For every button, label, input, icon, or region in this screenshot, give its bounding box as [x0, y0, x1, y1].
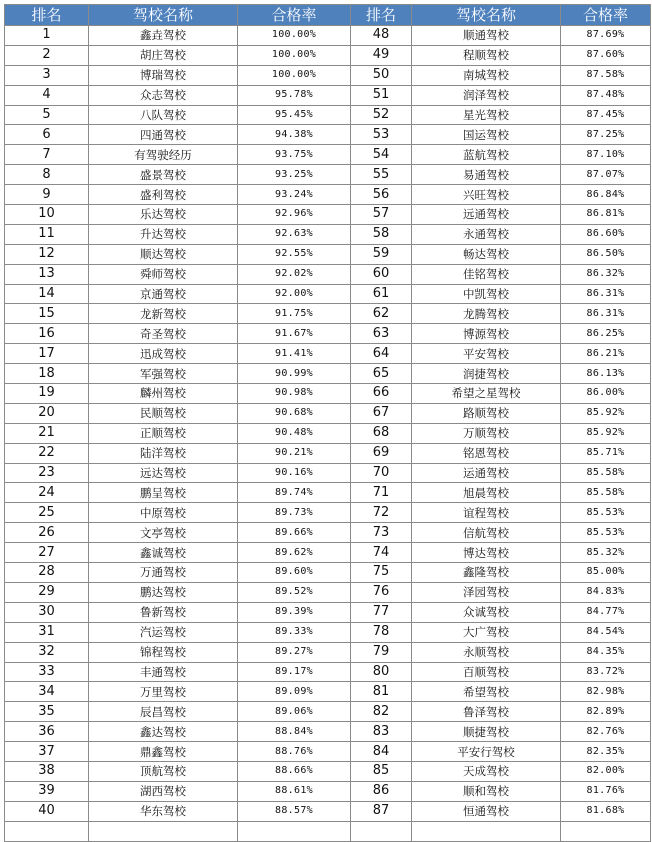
right-rate-cell: 84.54%	[561, 622, 651, 642]
cutoff-cell	[89, 821, 238, 841]
left-rank-cell: 21	[5, 423, 89, 443]
left-rate-cell: 92.55%	[238, 244, 351, 264]
left-school-cell: 奇圣驾校	[89, 324, 238, 344]
left-rank-cell: 14	[5, 284, 89, 304]
right-school-cell: 永顺驾校	[412, 642, 561, 662]
table-row	[5, 503, 651, 523]
left-rank-cell: 36	[5, 722, 89, 742]
right-rank-cell: 51	[351, 85, 412, 105]
left-rank-cell: 40	[5, 801, 89, 821]
left-rate-cell: 89.33%	[238, 622, 351, 642]
table-row-cutoff	[5, 821, 651, 841]
right-rank-cell: 53	[351, 125, 412, 145]
left-rank-cell: 5	[5, 105, 89, 125]
right-rank-cell: 77	[351, 602, 412, 622]
right-rank-cell: 58	[351, 224, 412, 244]
right-rank-cell: 62	[351, 304, 412, 324]
left-rank-cell: 10	[5, 205, 89, 225]
right-rank-cell: 67	[351, 403, 412, 423]
right-rate-cell: 87.45%	[561, 105, 651, 125]
left-school-cell: 鑫达驾校	[89, 722, 238, 742]
left-rate-cell: 94.38%	[238, 125, 351, 145]
table-row	[5, 205, 651, 225]
right-rank-cell: 63	[351, 324, 412, 344]
right-rank-cell: 82	[351, 702, 412, 722]
left-rank-cell: 35	[5, 702, 89, 722]
table-row	[5, 304, 651, 324]
table-row	[5, 582, 651, 602]
table-row	[5, 165, 651, 185]
left-rate-cell: 100.00%	[238, 26, 351, 46]
right-rate-cell: 87.58%	[561, 65, 651, 85]
left-rate-cell: 90.16%	[238, 463, 351, 483]
right-school-cell: 恒通驾校	[412, 801, 561, 821]
left-school-cell: 众志驾校	[89, 85, 238, 105]
table-row	[5, 185, 651, 205]
right-school-cell: 大广驾校	[412, 622, 561, 642]
right-rank-cell: 84	[351, 742, 412, 762]
right-rate-cell: 86.21%	[561, 344, 651, 364]
right-school-cell: 旭晨驾校	[412, 483, 561, 503]
right-rank-cell: 60	[351, 264, 412, 284]
left-rank-cell: 25	[5, 503, 89, 523]
right-school-cell: 平安驾校	[412, 344, 561, 364]
left-rate-cell: 89.27%	[238, 642, 351, 662]
right-school-cell: 南城驾校	[412, 65, 561, 85]
right-rank-cell: 83	[351, 722, 412, 742]
left-rank-cell: 20	[5, 403, 89, 423]
left-rate-cell: 90.68%	[238, 403, 351, 423]
cutoff-cell	[5, 821, 89, 841]
left-rate-cell: 92.96%	[238, 205, 351, 225]
left-school-cell: 京通驾校	[89, 284, 238, 304]
right-rank-cell: 81	[351, 682, 412, 702]
table-row	[5, 682, 651, 702]
left-rank-cell: 17	[5, 344, 89, 364]
header-rank-left: 排名	[5, 5, 89, 26]
right-school-cell: 顺和驾校	[412, 781, 561, 801]
right-school-cell: 希望驾校	[412, 682, 561, 702]
header-school-left: 驾校名称	[89, 5, 238, 26]
right-school-cell: 天成驾校	[412, 761, 561, 781]
left-rate-cell: 93.24%	[238, 185, 351, 205]
right-rank-cell: 73	[351, 523, 412, 543]
left-rank-cell: 31	[5, 622, 89, 642]
table-row	[5, 344, 651, 364]
left-rank-cell: 11	[5, 224, 89, 244]
left-rate-cell: 95.78%	[238, 85, 351, 105]
right-rate-cell: 84.77%	[561, 602, 651, 622]
left-school-cell: 鑫诚驾校	[89, 543, 238, 563]
right-rank-cell: 79	[351, 642, 412, 662]
right-rate-cell: 85.53%	[561, 503, 651, 523]
left-rate-cell: 90.98%	[238, 384, 351, 404]
header-school-right: 驾校名称	[412, 5, 561, 26]
right-rate-cell: 86.60%	[561, 224, 651, 244]
left-rate-cell: 92.00%	[238, 284, 351, 304]
left-rate-cell: 95.45%	[238, 105, 351, 125]
table-row	[5, 543, 651, 563]
left-rank-cell: 34	[5, 682, 89, 702]
left-school-cell: 龙新驾校	[89, 304, 238, 324]
left-rank-cell: 33	[5, 662, 89, 682]
table-row	[5, 781, 651, 801]
right-rate-cell: 84.83%	[561, 582, 651, 602]
left-school-cell: 军强驾校	[89, 364, 238, 384]
right-school-cell: 国运驾校	[412, 125, 561, 145]
right-school-cell: 谊程驾校	[412, 503, 561, 523]
left-rank-cell: 12	[5, 244, 89, 264]
left-school-cell: 辰昌驾校	[89, 702, 238, 722]
right-rank-cell: 48	[351, 26, 412, 46]
table-body	[5, 26, 651, 842]
right-rank-cell: 86	[351, 781, 412, 801]
right-school-cell: 希望之星驾校	[412, 384, 561, 404]
left-rate-cell: 89.73%	[238, 503, 351, 523]
left-school-cell: 远达驾校	[89, 463, 238, 483]
right-school-cell: 平安行驾校	[412, 742, 561, 762]
right-school-cell: 路顺驾校	[412, 403, 561, 423]
right-rate-cell: 85.92%	[561, 423, 651, 443]
right-rate-cell: 87.60%	[561, 45, 651, 65]
right-rate-cell: 85.58%	[561, 483, 651, 503]
left-school-cell: 盛景驾校	[89, 165, 238, 185]
right-school-cell: 星光驾校	[412, 105, 561, 125]
left-rank-cell: 23	[5, 463, 89, 483]
left-rank-cell: 7	[5, 145, 89, 165]
right-rate-cell: 86.81%	[561, 205, 651, 225]
right-school-cell: 顺捷驾校	[412, 722, 561, 742]
header-rate-right: 合格率	[561, 5, 651, 26]
right-rate-cell: 85.00%	[561, 563, 651, 583]
right-rank-cell: 56	[351, 185, 412, 205]
table-row	[5, 384, 651, 404]
left-rate-cell: 92.02%	[238, 264, 351, 284]
left-rate-cell: 89.60%	[238, 563, 351, 583]
right-school-cell: 兴旺驾校	[412, 185, 561, 205]
right-rank-cell: 78	[351, 622, 412, 642]
left-rank-cell: 30	[5, 602, 89, 622]
table-row	[5, 85, 651, 105]
table-row	[5, 324, 651, 344]
table-row	[5, 423, 651, 443]
right-rate-cell: 86.50%	[561, 244, 651, 264]
right-rate-cell: 86.00%	[561, 384, 651, 404]
left-school-cell: 鲁新驾校	[89, 602, 238, 622]
left-school-cell: 鼎鑫驾校	[89, 742, 238, 762]
left-rank-cell: 29	[5, 582, 89, 602]
cutoff-cell	[412, 821, 561, 841]
right-school-cell: 鲁泽驾校	[412, 702, 561, 722]
left-school-cell: 中原驾校	[89, 503, 238, 523]
left-school-cell: 湖西驾校	[89, 781, 238, 801]
right-school-cell: 鑫隆驾校	[412, 563, 561, 583]
right-rank-cell: 87	[351, 801, 412, 821]
left-rate-cell: 89.66%	[238, 523, 351, 543]
left-school-cell: 四通驾校	[89, 125, 238, 145]
right-school-cell: 远通驾校	[412, 205, 561, 225]
left-school-cell: 正顺驾校	[89, 423, 238, 443]
table-row	[5, 403, 651, 423]
header-rank-right: 排名	[351, 5, 412, 26]
right-rank-cell: 80	[351, 662, 412, 682]
left-school-cell: 民顺驾校	[89, 403, 238, 423]
cutoff-cell	[351, 821, 412, 841]
left-school-cell: 丰通驾校	[89, 662, 238, 682]
left-rate-cell: 90.99%	[238, 364, 351, 384]
left-rank-cell: 6	[5, 125, 89, 145]
right-rank-cell: 72	[351, 503, 412, 523]
right-rank-cell: 85	[351, 761, 412, 781]
right-rank-cell: 64	[351, 344, 412, 364]
left-school-cell: 麟州驾校	[89, 384, 238, 404]
right-school-cell: 中凯驾校	[412, 284, 561, 304]
table-row	[5, 761, 651, 781]
left-rate-cell: 91.67%	[238, 324, 351, 344]
right-school-cell: 博达驾校	[412, 543, 561, 563]
right-school-cell: 畅达驾校	[412, 244, 561, 264]
left-rank-cell: 38	[5, 761, 89, 781]
table-row	[5, 264, 651, 284]
right-rate-cell: 85.92%	[561, 403, 651, 423]
table-row	[5, 602, 651, 622]
left-school-cell: 华东驾校	[89, 801, 238, 821]
right-rank-cell: 69	[351, 443, 412, 463]
table-row	[5, 145, 651, 165]
left-rank-cell: 8	[5, 165, 89, 185]
header-row	[5, 5, 651, 26]
left-school-cell: 顺达驾校	[89, 244, 238, 264]
left-rank-cell: 24	[5, 483, 89, 503]
table-row	[5, 45, 651, 65]
right-rate-cell: 86.32%	[561, 264, 651, 284]
left-school-cell: 迅成驾校	[89, 344, 238, 364]
left-rate-cell: 93.25%	[238, 165, 351, 185]
left-rate-cell: 89.52%	[238, 582, 351, 602]
header-rate-left: 合格率	[238, 5, 351, 26]
table-row	[5, 483, 651, 503]
left-rate-cell: 91.41%	[238, 344, 351, 364]
left-rank-cell: 9	[5, 185, 89, 205]
right-rate-cell: 82.89%	[561, 702, 651, 722]
left-rank-cell: 4	[5, 85, 89, 105]
right-rate-cell: 87.10%	[561, 145, 651, 165]
left-school-cell: 万里驾校	[89, 682, 238, 702]
left-school-cell: 盛利驾校	[89, 185, 238, 205]
right-school-cell: 泽园驾校	[412, 582, 561, 602]
left-school-cell: 升达驾校	[89, 224, 238, 244]
right-school-cell: 万顺驾校	[412, 423, 561, 443]
left-rank-cell: 26	[5, 523, 89, 543]
right-rate-cell: 85.53%	[561, 523, 651, 543]
table-row	[5, 662, 651, 682]
table-row	[5, 364, 651, 384]
right-rank-cell: 54	[351, 145, 412, 165]
left-school-cell: 顶航驾校	[89, 761, 238, 781]
right-school-cell: 百顺驾校	[412, 662, 561, 682]
right-rate-cell: 86.31%	[561, 304, 651, 324]
left-rate-cell: 89.39%	[238, 602, 351, 622]
right-school-cell: 程顺驾校	[412, 45, 561, 65]
table-row	[5, 742, 651, 762]
left-rank-cell: 37	[5, 742, 89, 762]
left-rate-cell: 88.84%	[238, 722, 351, 742]
left-rate-cell: 89.06%	[238, 702, 351, 722]
right-rate-cell: 81.68%	[561, 801, 651, 821]
right-rate-cell: 86.84%	[561, 185, 651, 205]
right-rank-cell: 74	[351, 543, 412, 563]
right-rate-cell: 85.71%	[561, 443, 651, 463]
right-school-cell: 铭恩驾校	[412, 443, 561, 463]
left-rate-cell: 92.63%	[238, 224, 351, 244]
left-rate-cell: 89.62%	[238, 543, 351, 563]
left-rank-cell: 28	[5, 563, 89, 583]
right-rank-cell: 75	[351, 563, 412, 583]
right-rate-cell: 86.31%	[561, 284, 651, 304]
table-row	[5, 443, 651, 463]
right-rank-cell: 57	[351, 205, 412, 225]
left-rate-cell: 89.17%	[238, 662, 351, 682]
table-row	[5, 523, 651, 543]
left-rank-cell: 32	[5, 642, 89, 662]
left-school-cell: 文亭驾校	[89, 523, 238, 543]
right-school-cell: 博源驾校	[412, 324, 561, 344]
right-rank-cell: 68	[351, 423, 412, 443]
left-school-cell: 有驾驶经历	[89, 145, 238, 165]
right-rank-cell: 76	[351, 582, 412, 602]
left-rank-cell: 39	[5, 781, 89, 801]
left-school-cell: 锦程驾校	[89, 642, 238, 662]
left-rank-cell: 22	[5, 443, 89, 463]
left-rate-cell: 88.61%	[238, 781, 351, 801]
left-school-cell: 鑫垚驾校	[89, 26, 238, 46]
left-rate-cell: 89.09%	[238, 682, 351, 702]
left-rank-cell: 19	[5, 384, 89, 404]
left-rate-cell: 88.76%	[238, 742, 351, 762]
table-row	[5, 463, 651, 483]
left-rate-cell: 90.21%	[238, 443, 351, 463]
left-rank-cell: 1	[5, 26, 89, 46]
right-rank-cell: 65	[351, 364, 412, 384]
left-rate-cell: 90.48%	[238, 423, 351, 443]
right-rank-cell: 71	[351, 483, 412, 503]
table-row	[5, 702, 651, 722]
right-rank-cell: 61	[351, 284, 412, 304]
right-rate-cell: 82.98%	[561, 682, 651, 702]
table-row	[5, 244, 651, 264]
left-rank-cell: 13	[5, 264, 89, 284]
left-rate-cell: 88.66%	[238, 761, 351, 781]
right-school-cell: 众诚驾校	[412, 602, 561, 622]
right-rate-cell: 82.76%	[561, 722, 651, 742]
left-school-cell: 鹏达驾校	[89, 582, 238, 602]
left-rank-cell: 2	[5, 45, 89, 65]
left-rate-cell: 100.00%	[238, 65, 351, 85]
right-rank-cell: 70	[351, 463, 412, 483]
left-school-cell: 乐达驾校	[89, 205, 238, 225]
right-rate-cell: 85.32%	[561, 543, 651, 563]
right-school-cell: 永通驾校	[412, 224, 561, 244]
left-rate-cell: 100.00%	[238, 45, 351, 65]
left-rate-cell: 91.75%	[238, 304, 351, 324]
left-school-cell: 万通驾校	[89, 563, 238, 583]
cutoff-cell	[561, 821, 651, 841]
table-row	[5, 224, 651, 244]
right-rank-cell: 55	[351, 165, 412, 185]
left-school-cell: 鹏呈驾校	[89, 483, 238, 503]
left-rate-cell: 89.74%	[238, 483, 351, 503]
table-row	[5, 563, 651, 583]
table-row	[5, 65, 651, 85]
table-row	[5, 622, 651, 642]
right-rate-cell: 86.25%	[561, 324, 651, 344]
table-row	[5, 722, 651, 742]
right-rate-cell: 81.76%	[561, 781, 651, 801]
right-rank-cell: 49	[351, 45, 412, 65]
table-row	[5, 105, 651, 125]
right-rank-cell: 52	[351, 105, 412, 125]
right-school-cell: 易通驾校	[412, 165, 561, 185]
left-school-cell: 舜师驾校	[89, 264, 238, 284]
cutoff-cell	[238, 821, 351, 841]
right-rank-cell: 50	[351, 65, 412, 85]
right-rate-cell: 87.25%	[561, 125, 651, 145]
pass-rate-table	[4, 4, 651, 842]
right-school-cell: 顺通驾校	[412, 26, 561, 46]
right-rate-cell: 86.13%	[561, 364, 651, 384]
right-rate-cell: 87.07%	[561, 165, 651, 185]
table-row	[5, 284, 651, 304]
right-rank-cell: 59	[351, 244, 412, 264]
left-rate-cell: 93.75%	[238, 145, 351, 165]
right-school-cell: 信航驾校	[412, 523, 561, 543]
right-rank-cell: 66	[351, 384, 412, 404]
left-school-cell: 陆洋驾校	[89, 443, 238, 463]
left-rank-cell: 3	[5, 65, 89, 85]
right-rate-cell: 82.00%	[561, 761, 651, 781]
right-rate-cell: 87.48%	[561, 85, 651, 105]
right-school-cell: 运通驾校	[412, 463, 561, 483]
right-rate-cell: 87.69%	[561, 26, 651, 46]
right-school-cell: 蓝航驾校	[412, 145, 561, 165]
left-school-cell: 博瑞驾校	[89, 65, 238, 85]
right-rate-cell: 85.58%	[561, 463, 651, 483]
table-row	[5, 26, 651, 46]
left-rate-cell: 88.57%	[238, 801, 351, 821]
left-school-cell: 胡庄驾校	[89, 45, 238, 65]
right-rate-cell: 84.35%	[561, 642, 651, 662]
left-rank-cell: 16	[5, 324, 89, 344]
table-row	[5, 801, 651, 821]
table-row	[5, 125, 651, 145]
right-rate-cell: 82.35%	[561, 742, 651, 762]
left-rank-cell: 18	[5, 364, 89, 384]
right-school-cell: 润捷驾校	[412, 364, 561, 384]
left-school-cell: 八队驾校	[89, 105, 238, 125]
table-row	[5, 642, 651, 662]
right-school-cell: 润泽驾校	[412, 85, 561, 105]
left-school-cell: 汽运驾校	[89, 622, 238, 642]
left-rank-cell: 27	[5, 543, 89, 563]
left-rank-cell: 15	[5, 304, 89, 324]
right-rate-cell: 83.72%	[561, 662, 651, 682]
right-school-cell: 龙腾驾校	[412, 304, 561, 324]
right-school-cell: 佳铭驾校	[412, 264, 561, 284]
